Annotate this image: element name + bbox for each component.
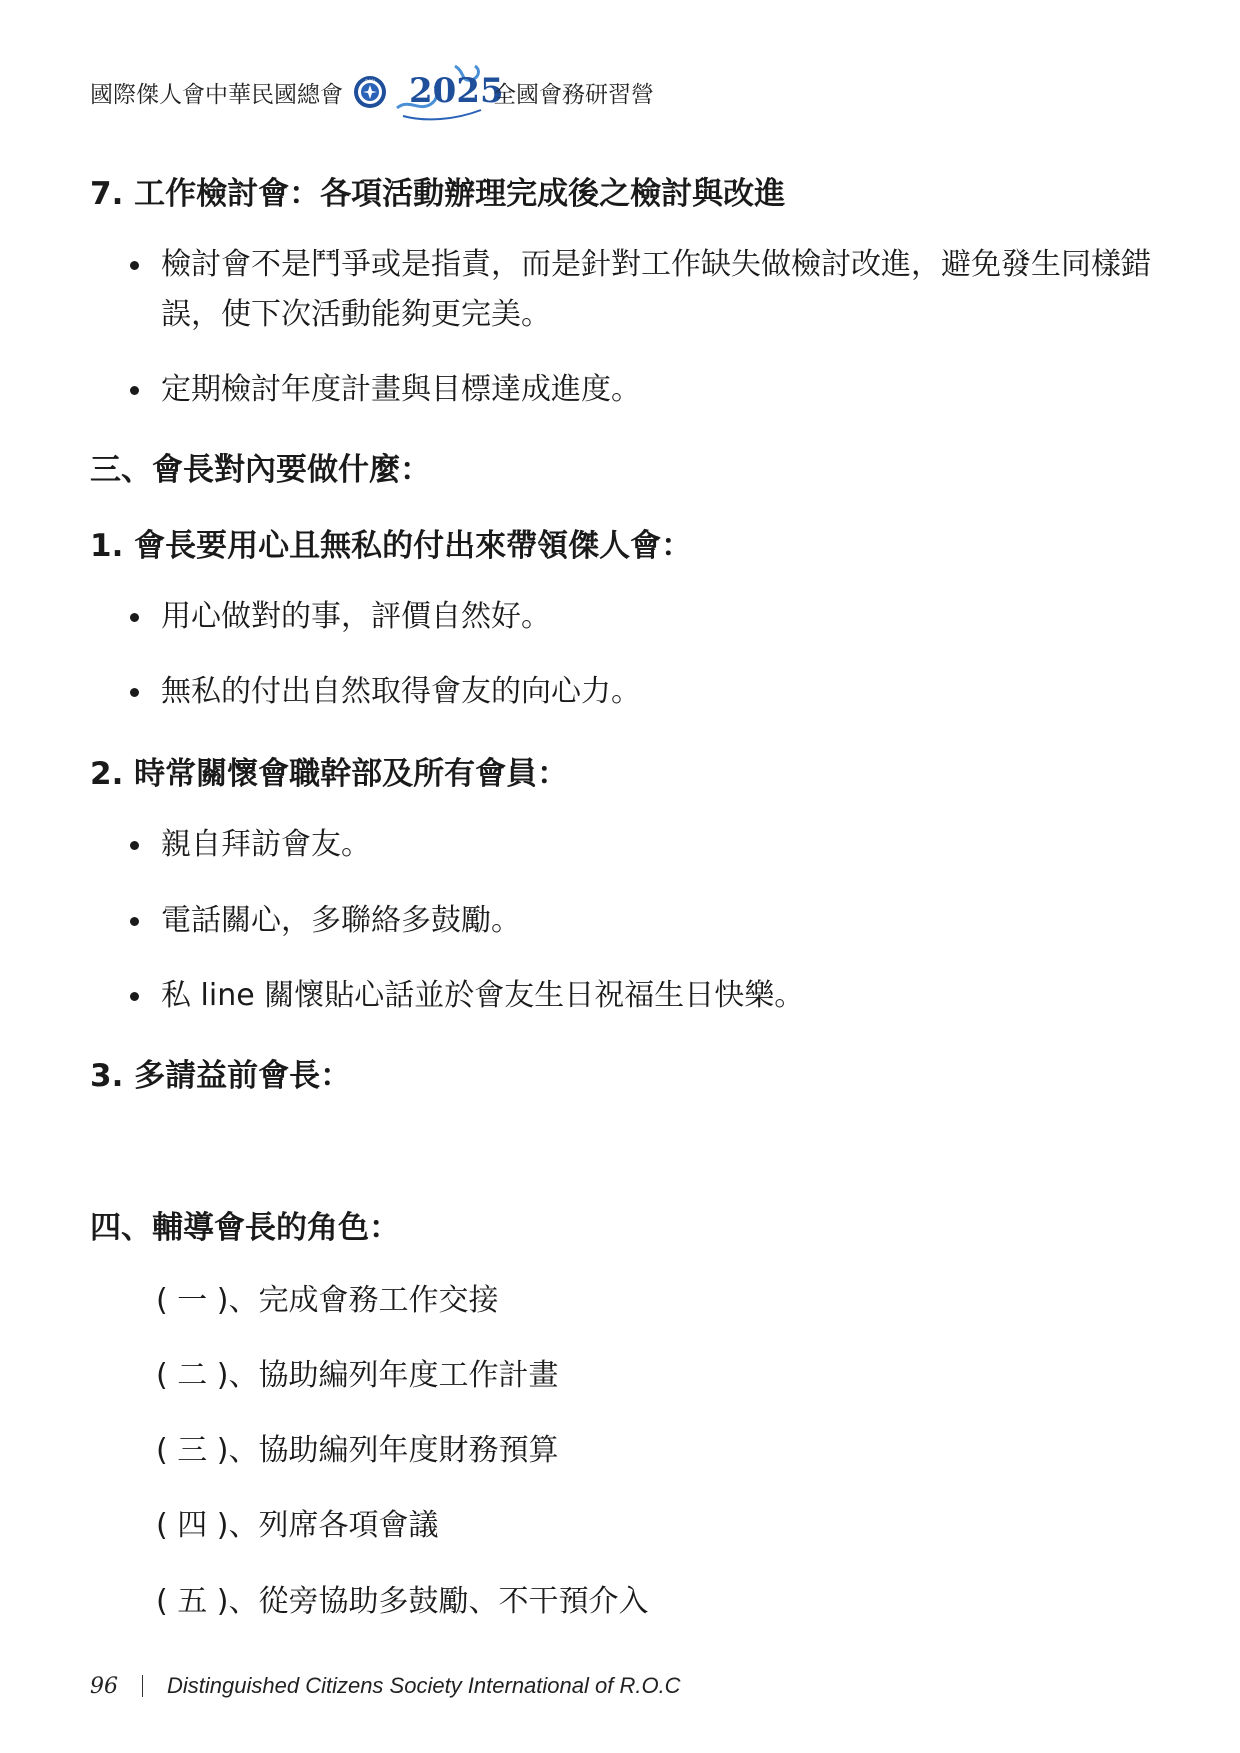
page-header [90, 62, 654, 122]
part-three-title: 三、會長對內要做什麼： [90, 452, 431, 488]
bullet-icon [130, 613, 139, 622]
section-title-7: 7. 工作檢討會：各項活動辦理完成後之檢討與改進 [90, 176, 786, 212]
org-name: 國際傑人會中華民國總會 [90, 81, 343, 108]
footer-divider [142, 1675, 143, 1697]
year-2025-logo [395, 62, 504, 122]
bullet-icon [130, 386, 139, 395]
role-item: ( 四 )、列席各項會議 [156, 1508, 439, 1543]
role-item: ( 二 )、協助編列年度工作計畫 [156, 1358, 559, 1393]
part-four-title: 四、輔導會長的角色： [90, 1210, 400, 1246]
bullet-text: 私 line 關懷貼心話並於會友生日祝福生日快樂。 [161, 978, 805, 1013]
bullet-icon [130, 841, 139, 850]
bullet-icon [130, 917, 139, 926]
camp-name: 全國會務研習營 [493, 81, 654, 108]
subsection-title-3: 3. 多請益前會長： [90, 1058, 352, 1094]
bullet-text: 檢討會不是鬥爭或是指責，而是針對工作缺失做檢討改進，避免發生同樣錯誤，使下次活動能夠更完美。 [161, 247, 1151, 332]
role-item: ( 一 )、完成會務工作交接 [156, 1283, 499, 1318]
bullet-text: 無私的付出自然取得會友的向心力。 [161, 674, 641, 709]
society-name: Distinguished Citizens Society International of R.O.C [167, 1673, 681, 1698]
bullet-text: 親自拜訪會友。 [161, 827, 371, 862]
bullet-icon [130, 992, 139, 1001]
bullet-text: 定期檢討年度計畫與目標達成進度。 [161, 372, 641, 407]
bullet-icon [130, 688, 139, 697]
role-item: ( 三 )、協助編列年度財務預算 [156, 1433, 559, 1468]
subsection-title-2: 2. 時常關懷會職幹部及所有會員： [90, 756, 569, 792]
bullet-text: 電話關心，多聯絡多鼓勵。 [161, 903, 521, 938]
page-number: 96 [90, 1673, 118, 1699]
emblem-text: DCSI [365, 79, 375, 84]
bullet-icon [130, 261, 139, 270]
page-footer [90, 1669, 681, 1703]
bullet-text: 用心做對的事，評價自然好。 [161, 599, 551, 634]
society-emblem-icon [353, 75, 387, 109]
subsection-title-1: 1. 會長要用心且無私的付出來帶領傑人會： [90, 528, 693, 564]
role-item: ( 五 )、從旁協助多鼓勵、不干預介入 [156, 1584, 649, 1619]
year-text: 2025 [409, 71, 504, 111]
